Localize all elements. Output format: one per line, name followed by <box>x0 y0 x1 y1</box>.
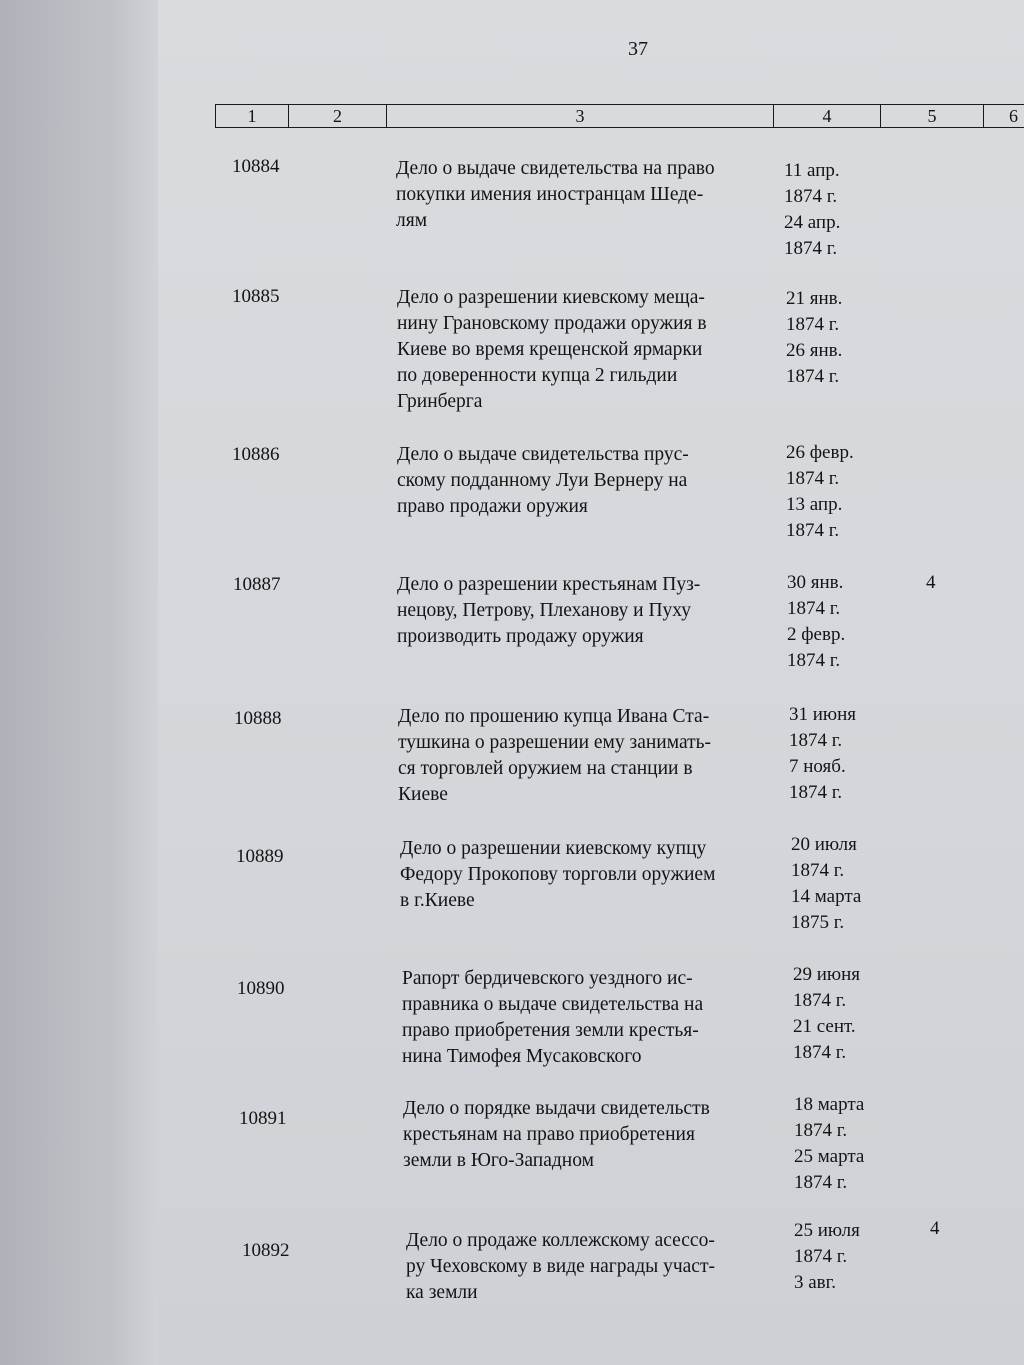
header-col-1: 1 <box>216 105 289 127</box>
description-line: по доверенности купца 2 гильдии <box>397 365 678 386</box>
date-line: 26 февр. <box>786 442 854 463</box>
record-col5-value: 4 <box>930 1218 940 1239</box>
record-description <box>397 572 777 650</box>
date-line: 11 апр. <box>784 160 840 181</box>
record-dates <box>784 158 840 262</box>
record-number: 10885 <box>232 286 280 307</box>
date-line: 31 июня <box>789 704 857 725</box>
description-line: в г.Киеве <box>400 890 475 911</box>
record-dates <box>786 286 842 390</box>
date-line: 1874 г. <box>787 598 841 619</box>
description-line: ся торговлей оружием на станции в <box>398 758 693 779</box>
description-line: Гринберга <box>397 391 483 412</box>
date-line: 1874 г. <box>794 1172 848 1193</box>
record-dates <box>786 440 854 544</box>
page-number: 37 <box>628 38 648 60</box>
record-dates <box>793 962 860 1066</box>
description-line: Рапорт бердичевского уездного ис- <box>402 968 693 989</box>
date-line: 1874 г. <box>791 860 845 881</box>
header-col-4: 4 <box>774 105 881 127</box>
date-line: 1874 г. <box>789 782 843 803</box>
description-line: право приобретения земли крестья- <box>402 1020 699 1041</box>
table-header-row <box>215 104 1024 128</box>
description-line: производить продажу оружия <box>397 626 644 647</box>
description-line: лям <box>396 210 428 231</box>
header-col-6: 6 <box>1009 106 1018 126</box>
record-number: 10892 <box>242 1240 290 1261</box>
date-line: 3 авг. <box>794 1272 837 1293</box>
record-description <box>402 966 782 1070</box>
description-line: Дело о разрешении киевскому купцу <box>400 838 707 859</box>
date-line: 30 янв. <box>787 572 844 593</box>
description-line: Дело о разрешении киевскому меща- <box>397 287 705 308</box>
description-line: нина Тимофея Мусаковского <box>402 1046 642 1067</box>
record-description <box>400 836 780 914</box>
description-line: Киеве <box>398 784 448 805</box>
description-line: нецову, Петрову, Плеханову и Пуху <box>397 600 692 621</box>
date-line: 29 июня <box>793 964 861 985</box>
record-dates <box>794 1092 864 1196</box>
record-col5-value: 4 <box>926 572 936 593</box>
date-line: 25 марта <box>794 1146 865 1167</box>
record-number: 10888 <box>234 708 282 729</box>
date-line: 1875 г. <box>791 912 845 933</box>
description-line: ка земли <box>406 1282 478 1303</box>
record-description <box>397 442 777 520</box>
date-line: 1874 г. <box>784 186 838 207</box>
record-number: 10890 <box>237 978 285 999</box>
date-line: 1874 г. <box>786 366 840 387</box>
description-line: Дело о выдаче свидетельства прус- <box>397 444 689 465</box>
header-col-2: 2 <box>289 105 387 127</box>
date-line: 1874 г. <box>784 238 838 259</box>
date-line: 18 марта <box>794 1094 865 1115</box>
header-col-3: 3 <box>387 105 774 127</box>
description-line: правника о выдаче свидетельства на <box>402 994 704 1015</box>
description-line: покупки имения иностранцам Шеде- <box>396 184 704 205</box>
date-line: 25 июля <box>794 1220 860 1241</box>
record-number: 10887 <box>233 574 281 595</box>
description-line: нину Грановскому продажи оружия в <box>397 313 707 334</box>
description-line: Дело о продаже коллежскому асессо- <box>406 1230 715 1251</box>
record-description <box>398 704 778 808</box>
description-line: ру Чеховскому в виде награды участ- <box>406 1256 715 1277</box>
date-line: 1874 г. <box>794 1246 848 1267</box>
date-line: 20 июля <box>791 834 857 855</box>
date-line: 14 марта <box>791 886 862 907</box>
date-line: 7 нояб. <box>789 756 846 777</box>
date-line: 1874 г. <box>789 730 843 751</box>
record-description <box>406 1228 786 1306</box>
description-line: земли в Юго-Западном <box>403 1150 594 1171</box>
record-number: 10886 <box>232 444 280 465</box>
record-dates <box>787 570 845 674</box>
record-description <box>397 285 777 415</box>
date-line: 21 янв. <box>786 288 843 309</box>
description-line: Дело по прошению купца Ивана Ста- <box>398 706 710 727</box>
record-dates <box>789 702 856 806</box>
header-col-5: 5 <box>881 105 984 127</box>
record-number: 10891 <box>239 1108 287 1129</box>
description-line: крестьянам на право приобретения <box>403 1124 695 1145</box>
date-line: 1874 г. <box>787 650 841 671</box>
date-line: 24 апр. <box>784 212 841 233</box>
record-description <box>396 156 776 234</box>
description-line: Дело о разрешении крестьянам Пуз- <box>397 574 701 595</box>
description-line: Федору Прокопову торговли оружием <box>400 864 716 885</box>
record-dates <box>794 1218 860 1296</box>
description-line: Киеве во время крещенской ярмарки <box>397 339 703 360</box>
record-description <box>403 1096 783 1174</box>
date-line: 1874 г. <box>793 1042 847 1063</box>
description-line: право продажи оружия <box>397 496 588 517</box>
date-line: 2 февр. <box>787 624 846 645</box>
date-line: 21 сент. <box>793 1016 856 1037</box>
date-line: 1874 г. <box>786 520 840 541</box>
date-line: 13 апр. <box>786 494 843 515</box>
description-line: скому подданному Луи Вернеру на <box>397 470 688 491</box>
date-line: 1874 г. <box>786 314 840 335</box>
date-line: 26 янв. <box>786 340 843 361</box>
description-line: тушкина о разрешении ему занимать- <box>398 732 712 753</box>
record-number: 10884 <box>232 156 280 177</box>
record-number: 10889 <box>236 846 284 867</box>
date-line: 1874 г. <box>793 990 847 1011</box>
description-line: Дело о порядке выдачи свидетельств <box>403 1098 710 1119</box>
description-line: Дело о выдаче свидетельства на право <box>396 158 715 179</box>
record-dates <box>791 832 861 936</box>
date-line: 1874 г. <box>794 1120 848 1141</box>
date-line: 1874 г. <box>786 468 840 489</box>
facing-page-margin <box>0 0 158 1365</box>
